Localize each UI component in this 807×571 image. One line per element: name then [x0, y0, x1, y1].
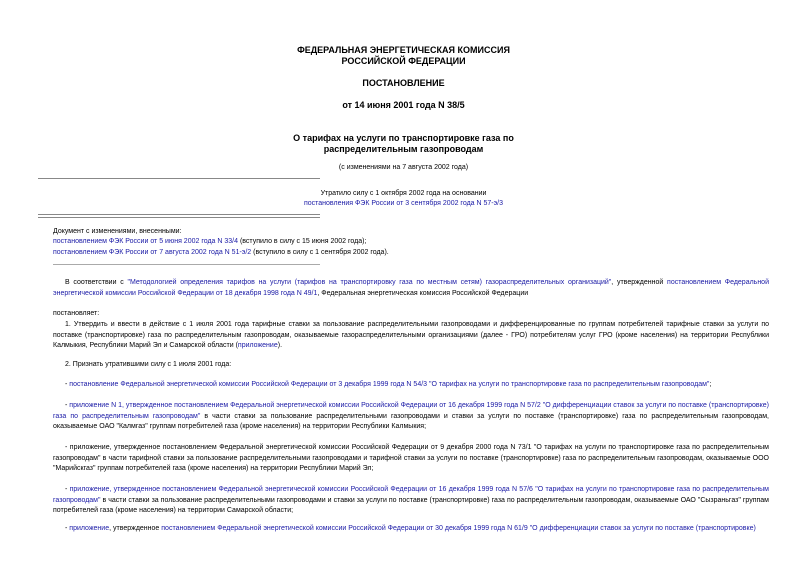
divider [38, 217, 320, 218]
paragraph-repeal-5 [53, 524, 769, 535]
change-effective-1: (вступило в силу с 15 июня 2002 года); [238, 238, 367, 245]
text: в части ставки за пользование распределительными газопроводами и ставки за услуги по поставке (транспортировке) газа по распределительным газопроводам, оказываемые ОАО "Сызраньгаз" группам потребителей газа (кроме населения) на территории Самарской области; [53, 496, 769, 514]
text: в части ставки за пользование распределительными газопроводами и ставки за услуги по поставке (транспортировке) газа по распределительным газопроводам, оказываемые ОАО "Калмгаз" группам потребителей газа (кроме населения) на территории Республики Калмыкия; [53, 412, 769, 430]
repeal-link[interactable]: постановления ФЭК России от 3 сентября 2002 года N 57-э/3 [303, 200, 504, 207]
change-item [53, 248, 389, 258]
change-item [53, 237, 366, 247]
text: ; [709, 381, 712, 388]
amendment-note: (с изменениями на 7 августа 2002 года) [338, 164, 469, 171]
text: В соответствии с [65, 279, 128, 286]
change-link-1[interactable]: постановлением ФЭК России от 5 июня 2002 года N 33/4 [53, 238, 239, 245]
paragraph-resolves: постановляет: [53, 310, 100, 317]
appendix-link[interactable]: приложение [237, 342, 278, 349]
appendix-link-61-9[interactable]: приложение [69, 525, 110, 532]
text: - [65, 381, 70, 388]
org-name-line1: ФЕДЕРАЛЬНАЯ ЭНЕРГЕТИЧЕСКАЯ КОМИССИЯ [297, 45, 510, 55]
divider [38, 178, 320, 179]
appendix-link-57-6[interactable]: приложение, утвержденное постановлением Федеральной энергетической комиссии Российской Федерации от 16 декабря 1999 года N 57/6 "О тарифах на услуги по транспортировке газа по распределительным газопроводам" [53, 486, 769, 504]
text: - [65, 402, 70, 409]
document-date: от 14 июня 2001 года N 38/5 [342, 100, 465, 110]
paragraph-item-1 [53, 320, 769, 352]
paragraph-repeal-2 [53, 401, 769, 433]
repeal-link-line [0, 199, 807, 209]
repeal-note: Утратило силу с 1 октября 2002 года на основании [320, 190, 487, 197]
org-name-line2: РОССИЙСКОЙ ФЕДЕРАЦИИ [341, 56, 466, 66]
change-effective-2: (вступило в силу с 1 сентября 2002 года). [251, 249, 389, 256]
paragraph-repeal-1 [53, 380, 769, 391]
paragraph-repeal-4 [53, 485, 769, 517]
methodology-link[interactable]: "Методологией определения тарифов на услуги (тарифов на транспортировку газа по местным сетям) газораспределительных организаций" [127, 279, 612, 286]
resolution-link-61-9[interactable]: постановлением Федеральной энергетической комиссии Российской Федерации от 30 декабря 1999 года N 61/9 "О дифференциации ставок за услуги по поставке (транспортировке) [161, 525, 756, 532]
document-title-line1: О тарифах на услуги по транспортировке газа по [293, 133, 514, 143]
divider [38, 214, 320, 215]
text: - [65, 525, 70, 532]
resolution-link-49-1[interactable]: постановлением Федеральной энергетической комиссии Российской Федерации от 18 декабря 1998 года N 49/1 [53, 279, 769, 297]
text: , утвержденное [109, 525, 162, 532]
divider [53, 264, 320, 265]
text: , утвержденной [611, 279, 668, 286]
changes-intro: Документ с изменениями, внесенными: [53, 228, 182, 235]
paragraph-preamble [53, 278, 769, 299]
paragraph-item-2: 2. Признать утратившими силу с 1 июля 2001 года: [65, 361, 232, 368]
document-title-line2: распределительным газопроводам [323, 144, 484, 154]
text: ). [277, 342, 283, 349]
paragraph-repeal-3: - приложение, утвержденное постановлением Федеральной энергетической комиссии Российской Федерации от 9 декабря 2000 года N 73/1 "О тарифах на услуги по транспортировке газа по распределительным газопроводам" в части тарифной ставки за пользование распределительными газопроводами и тарифной ставки за услуги по поставке (транспортировке) газа по распределительным газопроводам, оказываемые ООО "Марийскгаз" группам потребителей газа (кроме населения) на территории Республики Марий Эл; [53, 444, 769, 472]
resolution-link-54-3[interactable]: постановление Федеральной энергетической комиссии Российской Федерации от 3 декабря 1999 года N 54/3 "О тарифах на услуги по транспортировке газа по распределительным газопроводам" [69, 381, 710, 388]
change-link-2[interactable]: постановлением ФЭК России от 7 августа 2002 года N 51-э/2 [53, 249, 252, 256]
appendix-1-link-57-2[interactable]: приложение N 1, утвержденное постановлением Федеральной энергетической комиссии Российской Федерации от 16 декабря 1999 года N 57/2 "О дифференциации ставок за услуги по поставке (транспортировке) газа по распределительным газопроводам" [53, 402, 769, 420]
text: 1. Утвердить и ввести в действие с 1 июля 2001 года тарифные ставки за пользование распределительными газопроводами и дифференцированные по группам потребителей тарифные ставки за услуги по поставке (транспортировке) газа по распределительным газопроводам, оказываемые газораспределительными организациями (далее - ГРО) потребителям услуг ГРО (кроме населения) на территории Республики Калмыкия, Республики Марий Эл и Самарской области ( [53, 321, 769, 349]
document-type: ПОСТАНОВЛЕНИЕ [362, 78, 445, 88]
text: , Федеральная энергетическая комиссия Российской Федерации [317, 289, 529, 297]
text: - [65, 486, 70, 493]
